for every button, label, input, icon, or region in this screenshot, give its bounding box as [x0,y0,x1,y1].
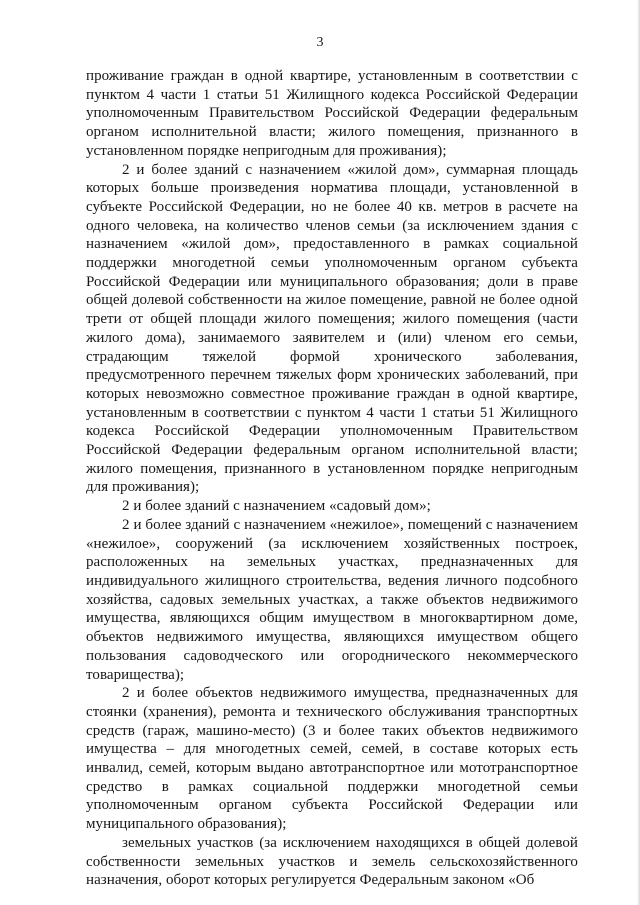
document-body [86,67,578,890]
paragraph-land-plots: земельных участков (за исключением находящихся в общей долевой собственности земельных участков и земель сельскохозяйственного назначения, оборот которых регулируется Федеральным законом «Об [86,834,578,889]
paragraph-vehicle-storage: 2 и более объектов недвижимого имущества, предназначенных для стоянки (хранения), ремонта и технического обслуживания транспортных средств (гараж, машино-место) (3 и более таких объектов недвижимого имущества – для многодетных семей, семей, в составе которых есть инвалид, семей, которым выдано автотранспортное или мототранспортное средство в рамках социальной поддержки многодетной семьи уполномоченным органом субъекта Российской Федерации или муниципального образования); [86,685,578,833]
paragraph-garden-houses: 2 и более зданий с назначением «садовый дом»; [122,498,431,515]
page-number: 3 [316,35,324,50]
paragraph-residential-buildings: 2 и более зданий с назначением «жилой дом», суммарная площадь которых больше произведения норматива площади, установленной в субъекте Российской Федерации, но не более 40 кв. метров в расчете на одного человека, на количество членов семьи (за исключением здания с назначением «жилой дом», предоставленного в рамках социальной поддержки многодетной семьи уполномоченным органом субъекта Российской Федерации или муниципального образования; доли в праве общей долевой собственности на жилое помещение, равной не более одной трети от общей площади жилого помещения; жилого помещения (части жилого дома), занимаемого заявителем и (или) членом его семьи, страдающим тяжелой формой хронического заболевания, предусмотренного перечнем тяжелых форм хронических заболеваний, при которых невозможно совместное проживание граждан в одной квартире, установленным в соответствии с пунктом 4 части 1 статьи 51 Жилищного кодекса Российской Федерации уполномоченным Правительством Российской Федерации федеральным органом исполнительной власти; жилого помещения, признанного в установленном порядке непригодным для проживания); [86,161,578,496]
paragraph-nonresidential-buildings: 2 и более зданий с назначением «нежилое», помещений с назначением «нежилое», сооружений (за исключением хозяйственных построек, расположенных на земельных участках, предназначенных для индивидуального жилищного строительства, ведения личного подсобного хозяйства, садовых земельных участках, а также объектов недвижимого имущества, являющихся общим имуществом в многоквартирном доме, объектов недвижимого имущества, являющихся имуществом общего пользования садоводческого или огороднического некоммерческого товарищества); [86,516,578,683]
paragraph-continuation: проживание граждан в одной квартире, установленным в соответствии с пунктом 4 части 1 статьи 51 Жилищного кодекса Российской Федерации уполномоченным Правительством Российской Федерации федеральным органом исполнительной власти; жилого помещения, признанного в установленном порядке непригодным для проживания); [86,68,578,159]
